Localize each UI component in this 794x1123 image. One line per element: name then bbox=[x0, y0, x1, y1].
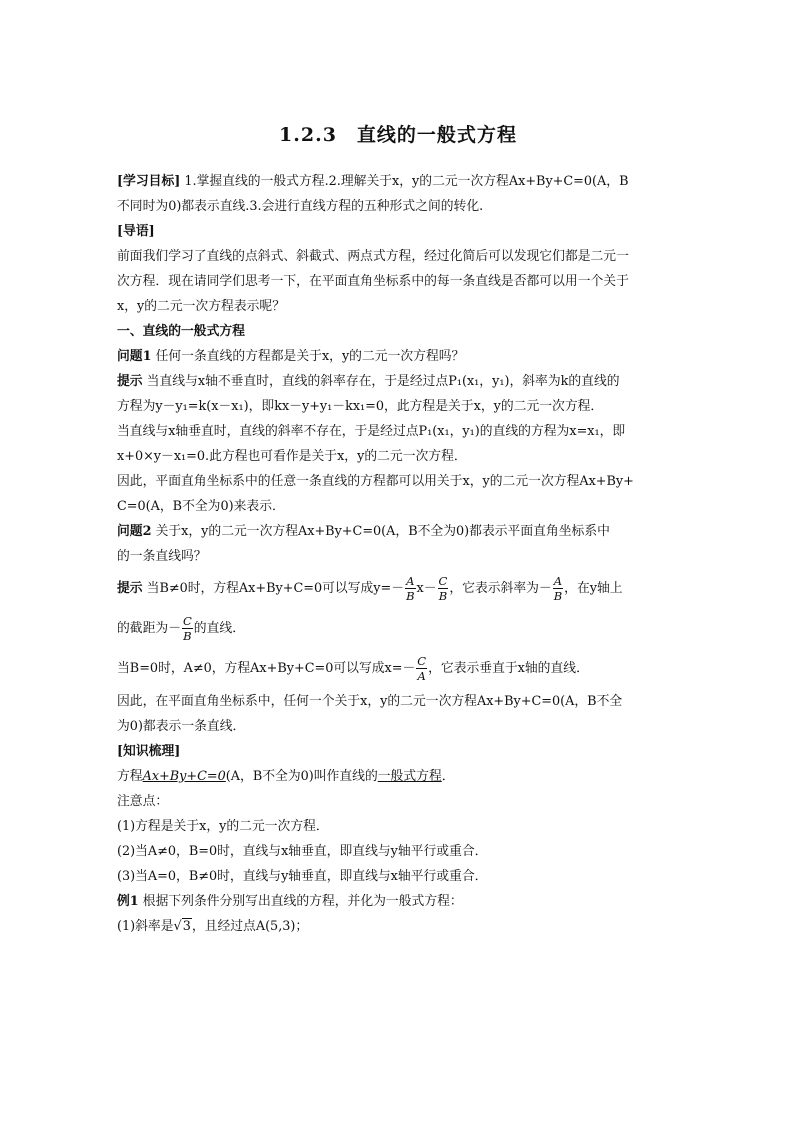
hint-1-text: 当直线与x轴不垂直时，直线的斜率存在，于是经过点P₁(x₁，y₁)，斜率为k的直线的 bbox=[146, 374, 620, 389]
fraction-numerator: A bbox=[553, 574, 563, 588]
document-page bbox=[117, 120, 679, 939]
fraction-denominator: A bbox=[417, 669, 426, 683]
question-2-line2: 的一条直线吗？ bbox=[117, 549, 207, 564]
hint-1-line6: C=0(A，B不全为0)来表示． bbox=[117, 499, 285, 514]
hint-2-text-c: ，它表示斜率为－ bbox=[449, 581, 552, 596]
notes-label: 注意点： bbox=[117, 794, 169, 809]
fraction-denominator: B bbox=[438, 589, 448, 603]
learning-goals bbox=[117, 169, 679, 194]
hint-2-line3 bbox=[117, 649, 679, 689]
hint-1-label: 提示 bbox=[117, 374, 143, 389]
hint-2-text-b: x－ bbox=[416, 581, 437, 596]
knowledge-mid: (A，B不全为0)叫作直线的 bbox=[225, 769, 378, 784]
hint-2-label: 提示 bbox=[117, 581, 143, 596]
question-1 bbox=[117, 344, 679, 369]
question-1-text: 任何一条直线的方程都是关于x，y的二元一次方程吗？ bbox=[155, 349, 465, 364]
hint-1-line2: 方程为y－y₁=k(x－x₁)，即kx－y+y₁－kx₁=0，此方程是关于x，y的二元一次方程． bbox=[117, 399, 604, 414]
note-item: (3)当A=0，B≠0时，直线与y轴垂直，即直线与x轴平行或重合． bbox=[117, 869, 488, 884]
question-1-label: 问题1 bbox=[117, 349, 152, 364]
section-heading: 一、直线的一般式方程 bbox=[117, 324, 245, 339]
hint-2-line5: 为0)都表示一条直线． bbox=[117, 719, 246, 734]
example-1-item1-post: ，且经过点A(5,3)； bbox=[191, 919, 309, 934]
intro-line3: x，y的二元一次方程表示呢？ bbox=[117, 299, 286, 314]
hint-2-intercept-text: 的截距为－ bbox=[117, 621, 181, 636]
hint-2-text-d: ，在y轴上 bbox=[564, 581, 623, 596]
knowledge-definition bbox=[117, 764, 679, 789]
hint-2-vertical-post: ，它表示垂直于x轴的直线． bbox=[428, 661, 589, 676]
example-1-text: 根据下列条件分别写出直线的方程，并化为一般式方程： bbox=[142, 894, 463, 909]
question-2-line1 bbox=[117, 519, 679, 544]
fraction-denominator: B bbox=[553, 589, 563, 603]
goals-text: 1.掌握直线的一般式方程.2.理解关于x，y的二元一次方程Ax+By+C=0(A，B bbox=[184, 174, 629, 189]
fraction-numerator: C bbox=[438, 574, 448, 588]
knowledge-pre: 方程 bbox=[117, 769, 143, 784]
goals-text-line2: 不同时为0)都表示直线.3.会进行直线方程的五种形式之间的转化. bbox=[117, 199, 484, 214]
example-1 bbox=[117, 889, 679, 914]
note-item: (1)方程是关于x，y的二元一次方程． bbox=[117, 819, 329, 834]
knowledge-post: ． bbox=[441, 769, 455, 784]
intro-line2: 次方程．现在请同学们思考一下，在平面直角坐标系中的每一条直线是否都可以用一个关于 bbox=[117, 274, 629, 289]
fraction-numerator: C bbox=[182, 614, 192, 628]
fraction-numerator: C bbox=[417, 654, 427, 668]
hint-2-line4: 因此，在平面直角坐标系中，任何一个关于x，y的二元一次方程Ax+By+C=0(A，B不全 bbox=[117, 694, 623, 709]
fraction-a-over-b bbox=[405, 574, 415, 603]
example-1-label: 例1 bbox=[117, 894, 139, 909]
general-form-term: 一般式方程 bbox=[377, 769, 442, 784]
question-2-label: 问题2 bbox=[117, 524, 152, 539]
fraction-c-over-a bbox=[416, 654, 427, 683]
example-1-item1: (1)斜率是√3，且经过点A(5,3)； bbox=[117, 919, 309, 934]
note-item: (2)当A≠0，B=0时，直线与x轴垂直，即直线与y轴平行或重合． bbox=[117, 844, 488, 859]
hint-2-intercept-post: 的直线． bbox=[193, 621, 245, 636]
hint-1-line4: x+0×y－x₁=0.此方程也可看作是关于x，y的二元一次方程． bbox=[117, 449, 467, 464]
intro-line1: 前面我们学习了直线的点斜式、斜截式、两点式方程，经过化简后可以发现它们都是二元一 bbox=[117, 249, 629, 264]
hint-2-text-a: 当B≠0时，方程Ax+By+C=0可以写成y=－ bbox=[146, 581, 405, 596]
fraction-numerator: A bbox=[406, 574, 415, 588]
hint-1-line3: 当直线与x轴垂直时，直线的斜率不存在，于是经过点P₁(x₁，y₁)的直线的方程为x=x₁，即 bbox=[117, 424, 626, 439]
hint-2-line2 bbox=[117, 609, 679, 649]
hint-2-line1 bbox=[117, 569, 679, 609]
fraction-denominator: B bbox=[183, 629, 192, 643]
fraction-c-over-b bbox=[438, 574, 449, 603]
example-1-item1-pre: (1)斜率是 bbox=[117, 919, 174, 934]
fraction-denominator: B bbox=[406, 589, 415, 603]
hint-1-line5: 因此，平面直角坐标系中的任意一条直线的方程都可以用关于x，y的二元一次方程Ax+By+ bbox=[117, 474, 634, 489]
knowledge-label: [知识梳理] bbox=[117, 744, 181, 759]
hint-2-vertical-text: 当B=0时，A≠0，方程Ax+By+C=0可以写成x=－ bbox=[117, 661, 416, 676]
question-2-text: 关于x，y的二元一次方程Ax+By+C=0(A，B不全为0)都表示平面直角坐标系中 bbox=[155, 524, 610, 539]
page-title: 1.2.3 直线的一般式方程 bbox=[279, 124, 517, 146]
fraction-a-over-b-slope bbox=[553, 574, 563, 603]
general-equation: Ax+By+C=0 bbox=[142, 769, 226, 784]
goals-label: [学习目标] bbox=[117, 174, 181, 189]
sqrt-radicand: 3 bbox=[182, 919, 191, 934]
fraction-c-over-b-intercept bbox=[182, 614, 193, 643]
intro-label: [导语] bbox=[117, 224, 155, 239]
hint-1-line1 bbox=[117, 369, 679, 394]
